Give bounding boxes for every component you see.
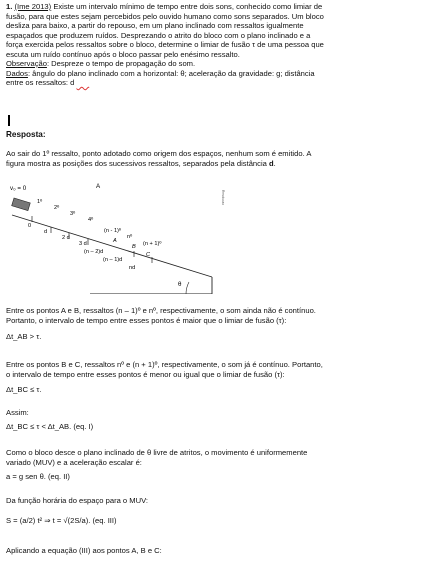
problem-line-5: força exercida pelos ressaltos sobre o bloco, determine o limiar de fusão τ de uma pessoa que [6, 40, 324, 49]
problem-source: (Ime 2013) [14, 2, 52, 11]
answer-intro-d: d [268, 158, 274, 168]
label-B: B [132, 244, 136, 250]
data-line-2 [6, 78, 89, 87]
dist-3d: 3 d [79, 241, 87, 247]
data-text-2: entre os ressaltos: d [6, 78, 75, 87]
label-A-top: A [96, 183, 101, 190]
incline-line [12, 215, 212, 277]
data-label: Dados [6, 68, 28, 78]
para-ab-1: Entre os pontos A e B, ressaltos (n – 1)º e nº, respectivamente, o som ainda não é contínuo. [6, 306, 316, 315]
para-bc-2: o intervalo de tempo entre esses pontos é menor ou igual que o limiar de fusão (τ): [6, 370, 285, 379]
answer-intro-2-text: figura mostra as posições dos sucessivos ressaltos, separados pela distância [6, 158, 267, 168]
final-line: Aplicando a equação (III) aos pontos A, B e C: [6, 546, 162, 555]
problem-first-line [6, 2, 322, 11]
answer-intro-dot: . [273, 158, 276, 168]
observation [6, 59, 195, 68]
problem-line-4: espaçados que produzem ruídos. Desprezando o atrito do bloco com o plano inclinado e a [6, 30, 311, 40]
text-cursor [8, 115, 10, 126]
label-C: C [146, 252, 151, 258]
dist-n1d: (n – 1)d [103, 257, 123, 263]
theta-label: θ [178, 281, 182, 288]
eq-3: S = (a/2) t² ⇒ t = √(2S/a). (eq. III) [6, 516, 117, 525]
ressalto-2: 2º [54, 205, 60, 211]
problem-line-2: fusão, para que estes sejam percebidos pelo ouvido humano como sons separados. Um bloco [6, 11, 324, 21]
inclined-plane-figure [6, 176, 232, 294]
spell-squiggle: ___ [76, 78, 90, 87]
dist-0: 0 [28, 223, 32, 229]
side-note: Resolucao [221, 190, 225, 206]
dist-2d: 2 d [62, 235, 70, 241]
label-n: nº [127, 234, 133, 240]
ressalto-3: 3º [70, 211, 76, 217]
label-n-1: (n - 1)º [104, 228, 121, 234]
eq-2: a = g sen θ. (eq. II) [6, 472, 70, 481]
data-text: : ângulo do plano inclinado com a horizontal: θ; aceleração da gravidade: g; distância [27, 68, 315, 78]
observation-text: : Despreze o tempo de propagação do som. [46, 59, 196, 68]
answer-heading: Resposta: [6, 130, 46, 139]
ineq-ab: Δt_AB > τ. [6, 332, 42, 341]
answer-intro-2 [6, 159, 276, 168]
ressalto-1: 1º [37, 199, 43, 205]
observation-label: Observação [6, 59, 47, 68]
problem-line-3: desliza para baixo, a partir do repouso, em um plano inclinado com ressaltos igualmente [6, 21, 304, 30]
problem-line-6: escuta um ruído contínuo após o bloco passar pelo enésimo ressalto. [6, 49, 240, 59]
dist-nd: nd [129, 265, 136, 271]
ressalto-4: 4º [88, 217, 94, 223]
dist-n2d: (n – 2)d [84, 249, 104, 255]
para-muv-1: Como o bloco desce o plano inclinado de θ livre de atritos, o movimento é uniformemente [6, 448, 308, 457]
label-A: A [113, 238, 117, 244]
para-func: Da função horária do espaço para o MUV: [6, 496, 148, 505]
block [12, 198, 31, 211]
eq-1: Δt_BC ≤ τ < Δt_AB. (eq. I) [6, 422, 94, 431]
label-n+1: (n + 1)º [143, 241, 162, 247]
problem-number: 1. [6, 2, 13, 11]
assim-label: Assim: [6, 408, 29, 417]
problem-line-1: Existe um intervalo mínimo de tempo entre dois sons, conhecido como limiar de [51, 2, 323, 11]
answer-intro-1: Ao sair do 1º ressalto, ponto adotado como origem dos espaços, nenhum som é emitido. A [6, 149, 312, 158]
para-muv-2: variado (MUV) e a aceleração escalar é: [6, 458, 142, 467]
para-bc-1: Entre os pontos B e C, ressaltos nº e (n + 1)º, respectivamente, o som já é contínuo. Portanto, [6, 360, 323, 369]
dist-d: d [44, 229, 48, 235]
v0-label: v₀ = 0 [10, 185, 27, 192]
ineq-bc: Δt_BC ≤ τ. [6, 385, 42, 394]
data-line [6, 69, 315, 78]
angle-arc [186, 282, 189, 294]
para-ab-2: Portanto, o intervalo de tempo entre esses pontos é maior que o limiar de fusão (τ): [6, 316, 287, 325]
